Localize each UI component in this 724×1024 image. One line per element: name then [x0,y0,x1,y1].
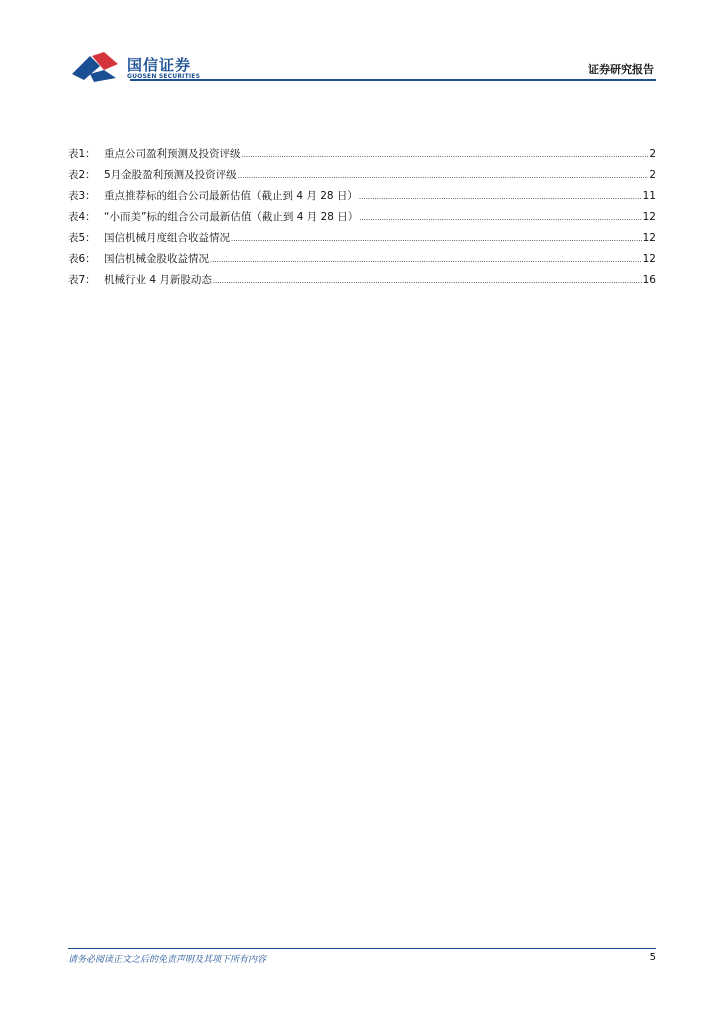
report-type-label: 证券研究报告 [588,63,654,76]
toc-entry-title: 重点推荐标的组合公司最新估值（截止到 4 月 28 日） [104,190,358,202]
toc-entry-label: 表7： [68,274,96,286]
toc-entry-page: 12 [642,232,656,244]
toc-entry-page: 16 [642,274,656,286]
guosen-logo-icon [70,52,120,84]
toc-entry-label: 表1： [68,148,96,160]
logo-chinese-name: 国信证券 [127,56,192,74]
toc-entry[interactable] [68,209,656,230]
toc-entry[interactable] [68,146,656,167]
toc-entry-page: 2 [649,169,656,181]
toc-entry-page: 12 [642,253,656,265]
toc-entry-page: 11 [642,190,656,202]
toc-dot-leader [231,235,642,243]
page-number: 5 [649,952,656,963]
toc-entry-title: 重点公司盈利预测及投资评级 [104,148,241,160]
toc-entry[interactable] [68,188,656,209]
toc-dot-leader [213,277,642,285]
toc-dot-leader [238,172,649,180]
toc-entry[interactable] [68,251,656,272]
toc-entry-title: 国信机械月度组合收益情况 [104,232,230,244]
toc-dot-leader [359,193,642,201]
toc-entry-title: 国信机械金股收益情况 [104,253,209,265]
toc-entry[interactable] [68,230,656,251]
toc-entry-label: 表2： [68,169,96,181]
toc-entry[interactable] [68,167,656,188]
toc-entry-title: 5月金股盈利预测及投资评级 [104,169,237,181]
toc-entry-label: 表3： [68,190,96,202]
toc-dot-leader [242,151,649,159]
toc-entry-page: 12 [642,211,656,223]
table-of-contents [68,146,656,293]
footer-disclaimer: 请务必阅读正文之后的免责声明及其项下所有内容 [68,955,267,965]
logo-english-name: GUOSEN SECURITIES [127,73,201,80]
toc-entry-label: 表6： [68,253,96,265]
toc-entry[interactable] [68,272,656,293]
toc-entry-page: 2 [649,148,656,160]
toc-dot-leader [210,256,642,264]
toc-dot-leader [359,214,641,222]
toc-entry-title: “小而美”标的组合公司最新估值（截止到 4 月 28 日） [104,211,359,223]
footer-divider [68,948,656,949]
toc-entry-label: 表4： [68,211,96,223]
toc-entry-title: 机械行业 4 月新股动态 [104,274,212,286]
toc-entry-label: 表5： [68,232,96,244]
header-divider [130,79,656,81]
